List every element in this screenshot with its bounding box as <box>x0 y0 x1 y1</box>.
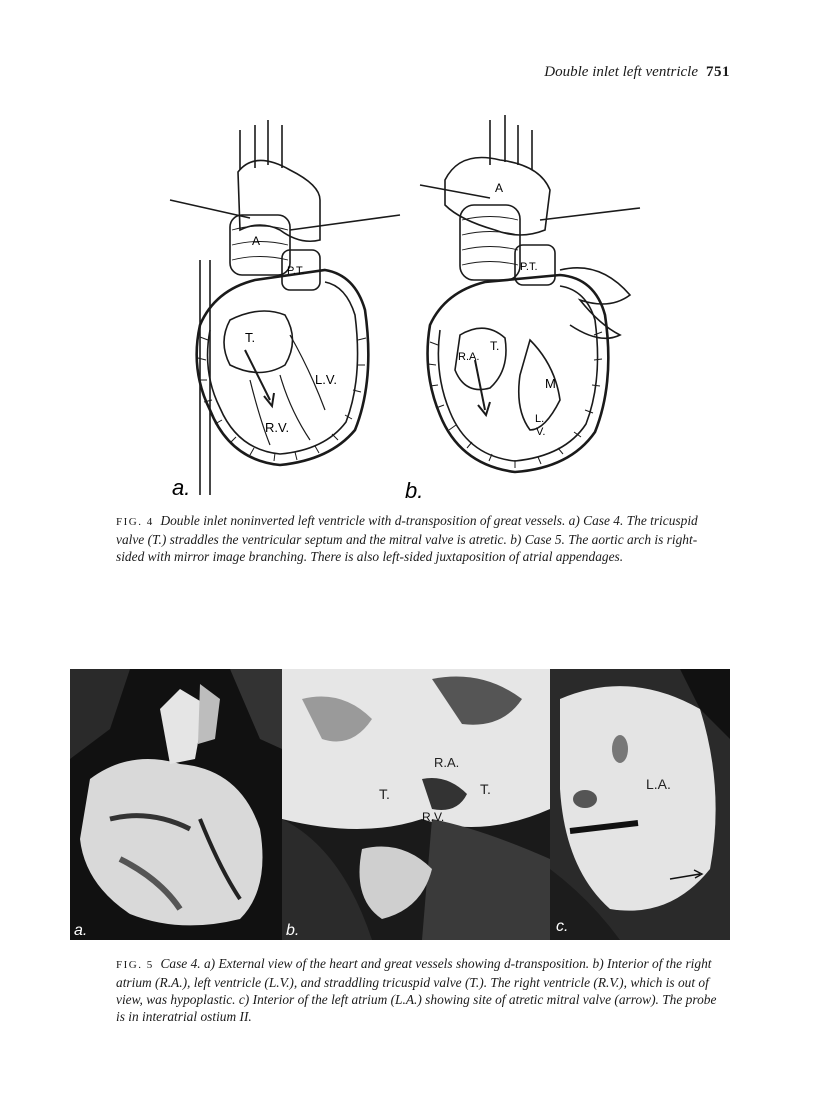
fig4a-tricuspid-valve <box>224 311 293 373</box>
fig4a-label-pt: P.T. <box>287 265 305 277</box>
fig4b-arrow-shaft <box>475 360 485 410</box>
fig4b-bg-line <box>420 185 490 198</box>
fig4b-label-l: L. <box>535 413 545 425</box>
fig4b-label-ra: R.A. <box>458 351 480 363</box>
page-number: 751 <box>706 64 730 80</box>
fig4b-panel-letter: b. <box>405 478 424 503</box>
fig5b-label-ra: R.A. <box>434 755 460 770</box>
fig4b-heart-inner <box>438 286 597 461</box>
figure-5-tag: FIG. 5 <box>116 959 154 971</box>
fig4a-heart-outline <box>197 270 369 465</box>
fig4a-arrow-shaft <box>245 350 270 400</box>
figure-4-caption <box>116 512 720 565</box>
fig4a-label-t: T. <box>245 330 256 345</box>
figure-4-svg <box>160 110 660 505</box>
fig4b-aorta-hatching <box>462 217 518 266</box>
fig4a-label-aorta: A <box>252 234 261 248</box>
figure-4-tag: FIG. 4 <box>116 516 154 528</box>
fig5b-label-t-right: T. <box>480 781 491 797</box>
figure-5-caption <box>116 955 720 1025</box>
figure-4-drawings <box>160 110 660 505</box>
figure-4-caption-text: Double inlet noninverted left ventricle with d-transposition of great vessels. a) Case 4. The tricuspid valve (T.) straddles the ventricular septum and the mitral valve is atretic. b) Case 5. The aortic arch is right-sided with mirror image branching. There is also left-sided juxtaposition of atrial appendages. <box>116 513 698 564</box>
fig5b-label-rv: R.V. <box>422 810 445 824</box>
fig4b-label-t: T. <box>490 339 500 353</box>
fig4b-label-pt: P.T. <box>520 261 538 273</box>
fig5b-panel-letter: b. <box>286 922 300 939</box>
fig4b-bg-line <box>540 208 640 220</box>
fig4a-label-rv: R.V. <box>265 420 290 435</box>
fig5b-label-t-left: T. <box>379 786 390 802</box>
fig5-panel-b <box>282 669 550 940</box>
figure-5-photos <box>70 669 730 940</box>
fig4a-panel-letter: a. <box>172 475 191 500</box>
fig4a-bg-line <box>290 215 400 230</box>
fig4b-rim-hatching <box>428 332 602 468</box>
fig5-panel-a <box>70 669 282 940</box>
running-head <box>544 64 730 81</box>
fig4b-label-m: M <box>545 376 556 391</box>
fig5c-label-la: L.A. <box>646 776 671 792</box>
fig5c-panel-letter: c. <box>556 918 569 935</box>
fig5-panel-c <box>550 669 730 940</box>
running-head-title: Double inlet left ventricle <box>544 64 698 80</box>
fig4b-label-aorta: A <box>495 181 504 195</box>
fig4b-label-v: V. <box>536 426 546 438</box>
fig5a-panel-letter: a. <box>74 922 88 939</box>
fig4a-aortic-arch <box>238 160 320 241</box>
figure-5-caption-text: Case 4. a) External view of the heart and great vessels showing d-transposition. b) Interior of the right atrium (R.A.), left ventricle (L.V.), and straddling tricuspid valve (T.). The right ventricle (R.V.), which is out of view, was hypoplastic. c) Interior of the left atrium (L.A.) showing site of atretic mitral valve (arrow). The probe is in interatrial ostium II. <box>116 956 717 1024</box>
fig4b-heart-outline <box>428 275 609 472</box>
fig4b-atrial-appendage <box>560 268 630 339</box>
fig4a-label-lv: L.V. <box>315 372 337 387</box>
